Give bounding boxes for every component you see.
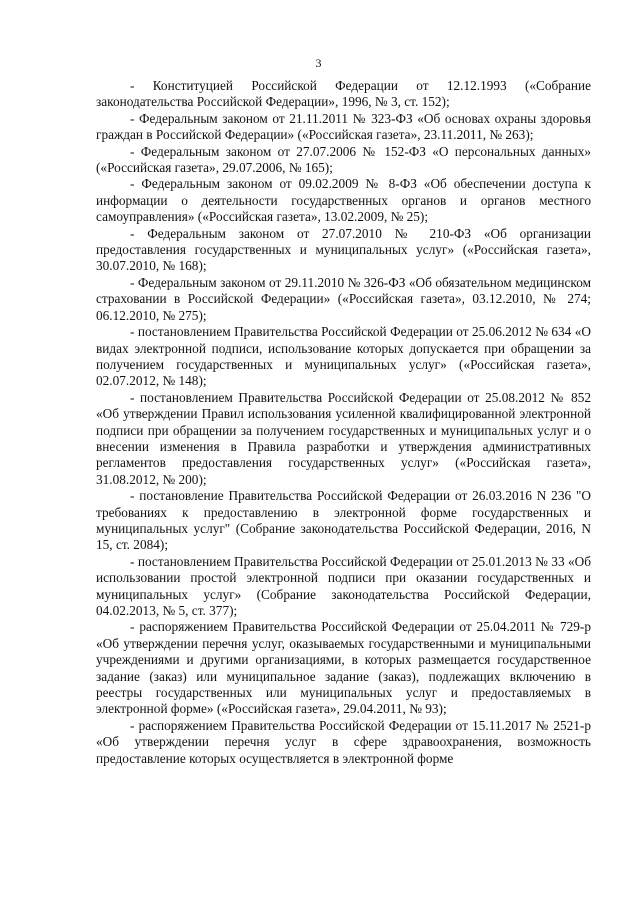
list-item-law-8-fz: - Федеральным законом от 09.02.2009 № 8-ФЗ «Об обеспечении доступа к информации о деятельности государственных органов и органов местного самоуправления» («Российская газета», 13.02.2009, № 25); xyxy=(96,176,591,225)
page-number: 3 xyxy=(315,56,322,70)
list-item-resolution-634: - постановлением Правительства Российской Федерации от 25.06.2012 № 634 «О видах электронной подписи, использование которых допускается при обращении за получением государственных и муниципальных услуг» («Российская газета», 02.07.2012, № 148); xyxy=(96,324,591,389)
list-item-resolution-236: - постановление Правительства Российской Федерации от 26.03.2016 N 236 "О требованиях к предоставлению в электронной форме государственных и муниципальных услуг" (Собрание законодательства Российской Федерации, 2016, N 15, ст. 2084); xyxy=(96,488,591,553)
list-item-law-323-fz: - Федеральным законом от 21.11.2011 № 323-ФЗ «Об основах охраны здоровья граждан в Российской Федерации» («Российская газета», 23.11.2011, № 263); xyxy=(96,110,591,143)
list-item-constitution: - Конституцией Российской Федерации от 12.12.1993 («Собрание законодательства Российской Федерации», 1996, № 3, ст. 152); xyxy=(96,78,591,110)
list-item-law-326-fz: - Федеральным законом от 29.11.2010 № 326-ФЗ «Об обязательном медицинском страховании в Российской Федерации» («Российская газета», 03.12.2010, № 274; 06.12.2010, № 275); xyxy=(96,274,591,323)
list-item-law-152-fz: - Федеральным законом от 27.07.2006 № 152-ФЗ «О персональных данных» («Российская газета», 29.07.2006, № 165); xyxy=(96,143,591,176)
list-item-order-2521-r: - распоряжением Правительства Российской Федерации от 15.11.2017 № 2521-р «Об утверждении перечня услуг в сфере здравоохранения, возможность предоставление которых осуществляется в электронной форме xyxy=(96,717,591,766)
legal-basis-list xyxy=(96,78,591,767)
list-item-order-729-r: - распоряжением Правительства Российской Федерации от 25.04.2011 № 729-р «Об утверждении перечня услуг, оказываемых государственными и муниципальными учреждениями и другими организациями, в которых размещается государственное задание (заказ) или муниципальное задание (заказ), подлежащих включению в реестры государственных или муниципальных услуг и предоставляемых в электронной форме» («Российская газета», 29.04.2011, № 93); xyxy=(96,619,591,717)
list-item-resolution-33: - постановлением Правительства Российской Федерации от 25.01.2013 № 33 «Об использовании простой электронной подписи при оказании государственных и муниципальных услуг» (Собрание законодательства Российской Федерации, 04.02.2013, № 5, ст. 377); xyxy=(96,553,591,618)
list-item-resolution-852: - постановлением Правительства Российской Федерации от 25.08.2012 № 852 «Об утверждении Правил использования усиленной квалифицированной электронной подписи при обращении за получением государственных и муниципальных услуг и о внесении изменения в Правила разработки и утверждения административных регламентов предоставления государственных услуг» («Российская газета», 31.08.2012, № 200); xyxy=(96,389,591,487)
list-item-law-210-fz: - Федеральным законом от 27.07.2010 № 210-ФЗ «Об организации предоставления государственных и муниципальных услуг» («Российская газета», 30.07.2010, № 168); xyxy=(96,225,591,274)
